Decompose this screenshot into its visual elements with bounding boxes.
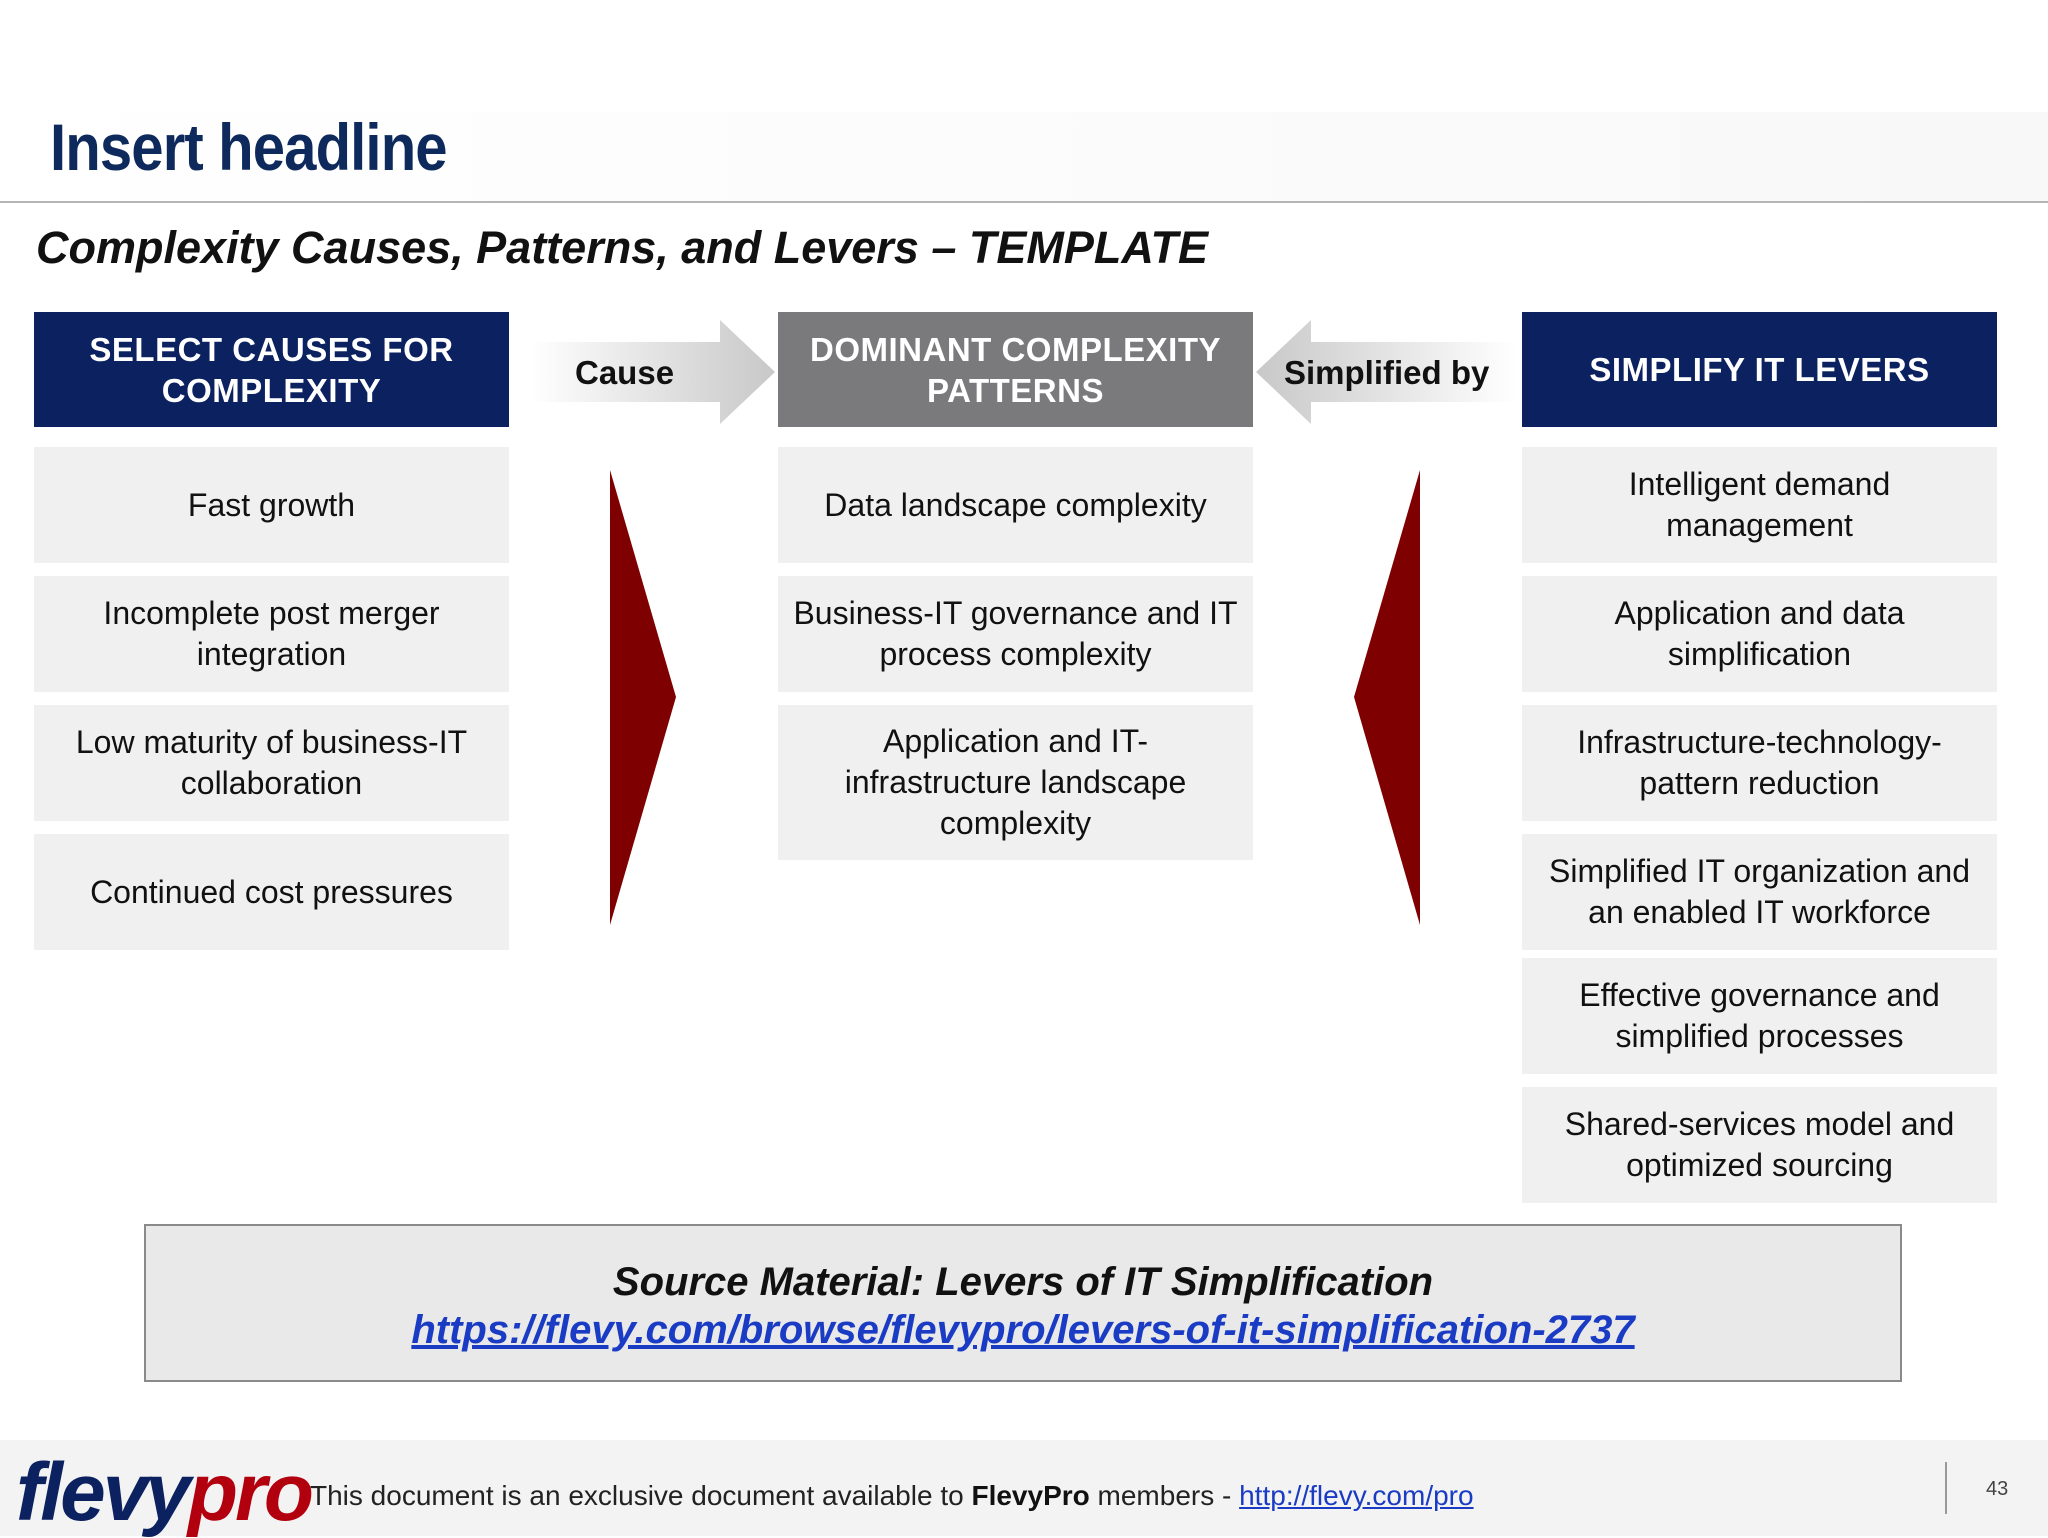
lever-item: Intelligent demand management bbox=[1522, 447, 1997, 563]
footer-link[interactable]: http://flevy.com/pro bbox=[1239, 1480, 1474, 1511]
pattern-item: Business-IT governance and IT process complexity bbox=[778, 576, 1253, 692]
cause-label: Cause bbox=[575, 354, 675, 391]
flevypro-logo: flevypro bbox=[16, 1447, 311, 1538]
causes-header: SELECT CAUSES FOR COMPLEXITY bbox=[34, 312, 509, 427]
simplified-by-label: Simplified by bbox=[1284, 354, 1490, 391]
source-material-box bbox=[144, 1224, 1902, 1382]
page-number: 43 bbox=[1986, 1478, 2009, 1500]
left-wedge-icon bbox=[1352, 470, 1422, 925]
cause-item: Incomplete post merger integration bbox=[34, 576, 509, 692]
lever-item: Infrastructure-technology-pattern reduction bbox=[1522, 705, 1997, 821]
page-number-divider bbox=[1945, 1462, 1947, 1514]
lever-item: Effective governance and simplified processes bbox=[1522, 958, 1997, 1074]
pattern-item: Data landscape complexity bbox=[778, 447, 1253, 563]
title-divider bbox=[0, 201, 2048, 203]
page-title: Insert headline bbox=[50, 110, 447, 184]
footer-text: This document is an exclusive document available to FlevyPro members - http://flevy.com/pro bbox=[310, 1480, 1474, 1511]
levers-header: SIMPLIFY IT LEVERS bbox=[1522, 312, 1997, 427]
source-link[interactable]: https://flevy.com/browse/flevypro/levers-of-it-simplification-2737 bbox=[411, 1308, 1635, 1352]
pattern-item: Application and IT-infrastructure landscape complexity bbox=[778, 705, 1253, 860]
cause-item: Continued cost pressures bbox=[34, 834, 509, 950]
lever-item: Shared-services model and optimized sourcing bbox=[1522, 1087, 1997, 1203]
right-wedge-icon bbox=[608, 470, 678, 925]
lever-item: Application and data simplification bbox=[1522, 576, 1997, 692]
lever-item: Simplified IT organization and an enabled IT workforce bbox=[1522, 834, 1997, 950]
cause-item: Low maturity of business-IT collaboration bbox=[34, 705, 509, 821]
cause-item: Fast growth bbox=[34, 447, 509, 563]
source-title: Source Material: Levers of IT Simplification bbox=[612, 1260, 1434, 1304]
patterns-header: DOMINANT COMPLEXITY PATTERNS bbox=[778, 312, 1253, 427]
slide-subtitle: Complexity Causes, Patterns, and Levers – TEMPLATE bbox=[36, 222, 1209, 273]
